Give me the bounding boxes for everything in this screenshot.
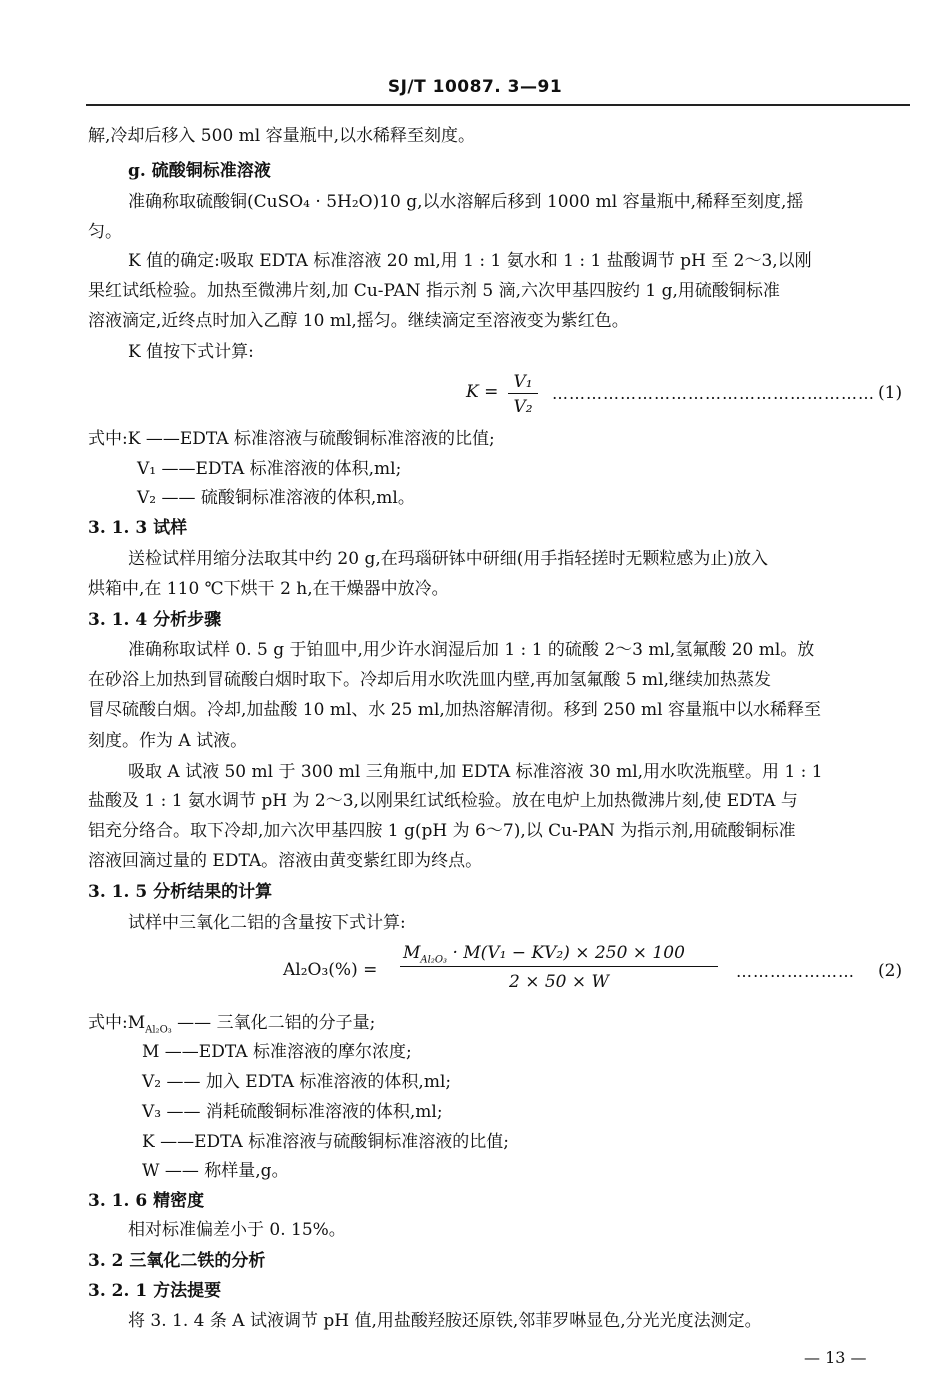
section-heading: 3. 1. 4 分析步骤 xyxy=(88,610,222,630)
text-line: 式中$:M_{Al_2O_3}$ —— 三氧化二铝的分子量; xyxy=(88,1013,376,1036)
text-line: 溶液滴定,近终点时加入乙醇 10 ml,摇匀。继续滴定至溶液变为紫红色。 xyxy=(88,311,629,331)
text-line: 解,冷却后移入 500 ml 容量瓶中,以水稀释至刻度。 xyxy=(88,126,476,146)
formula1-label: (1) xyxy=(878,383,903,403)
text-line: 铝充分络合。取下冷却,加六次甲基四胺 1 g(pH 为 6～7),以 Cu-PAN 为指示剂,用硫酸铜标准 xyxy=(88,821,796,841)
text-line: 试样中三氧化二铝的含量按下式计算: xyxy=(128,913,406,933)
text-line: 溶液回滴过量的 EDTA。溶液由黄变紫红即为终点。 xyxy=(88,851,483,871)
formula2-denominator: 2 × 50 × W xyxy=(508,972,610,992)
subsection-title: g. 硫酸铜标准溶液 xyxy=(128,161,271,181)
text-line: 式中:K ——EDTA 标准溶液与硫酸铜标准溶液的比值; xyxy=(88,429,495,449)
document-header: SJ/T 10087. 3—91 xyxy=(387,77,563,97)
section-heading: 3. 1. 6 精密度 xyxy=(88,1191,205,1211)
section-heading: 3. 2 三氧化二铁的分析 xyxy=(88,1251,266,1271)
text-line: 在砂浴上加热到冒硫酸白烟时取下。冷却后用水吹洗皿内壁,再加氢氟酸 5 ml,继续加热蒸发 xyxy=(88,670,771,690)
formula2-fraction-bar xyxy=(400,966,718,967)
text-line: 冒尽硫酸白烟。冷却,加盐酸 10 ml、水 25 ml,加热溶解清彻。移到 250 ml 容量瓶中以水稀释至 xyxy=(88,700,822,720)
text-line: K 值的确定:吸取 EDTA 标准溶液 20 ml,用 1 : 1 氨水和 1 : 1 盐酸调节 pH 至 2～3,以刚 xyxy=(128,251,812,271)
text-line: V₃ —— 消耗硫酸铜标准溶液的体积,ml; xyxy=(142,1102,443,1122)
text-line: 烘箱中,在 110 ℃下烘干 2 h,在干燥器中放冷。 xyxy=(88,579,449,599)
text-line: V₂ —— 硫酸铜标准溶液的体积,ml。 xyxy=(137,488,415,508)
formula1-fraction-bar xyxy=(508,393,538,394)
text-line: 准确称取试样 0. 5 g 于铂皿中,用少许水润湿后加 1 : 1 的硫酸 2～3 ml,氢氟酸 20 ml。放 xyxy=(128,640,815,660)
text-line: V₂ —— 加入 EDTA 标准溶液的体积,ml; xyxy=(142,1072,452,1092)
formula1-numerator: V₁ xyxy=(513,372,533,392)
text-line: 匀。 xyxy=(88,222,122,242)
header-rule xyxy=(86,104,910,106)
section-heading: 3. 2. 1 方法提要 xyxy=(88,1281,222,1301)
text-line: 吸取 A 试液 50 ml 于 300 ml 三角瓶中,加 EDTA 标准溶液 30 ml,用水吹洗瓶壁。用 1 : 1 xyxy=(128,762,823,782)
section-heading: 3. 1. 5 分析结果的计算 xyxy=(88,882,273,902)
text-line: W —— 称样量,g。 xyxy=(142,1161,289,1181)
text-line: K 值按下式计算: xyxy=(128,342,254,362)
text-line: K ——EDTA 标准溶液与硫酸铜标准溶液的比值; xyxy=(142,1132,509,1152)
text-line: 相对标准偏差小于 0. 15%。 xyxy=(128,1220,346,1240)
text-line: 准确称取硫酸铜(CuSO₄ · 5H₂O)10 g,以水溶解后移到 1000 ml 容量瓶中,稀释至刻度,摇 xyxy=(128,192,804,212)
formula2-label: (2) xyxy=(878,961,903,981)
formula2-numerator: $M_{Al_2O_3} \cdot M(V_1 - KV_2) \times 250 \times 100$ xyxy=(403,943,685,966)
text-line: 将 3. 1. 4 条 A 试液调节 pH 值,用盐酸羟胺还原铁,邻菲罗啉显色,分光光度法测定。 xyxy=(128,1311,762,1331)
text-line: 送检试样用缩分法取其中约 20 g,在玛瑙研钵中研细(用手指轻搓时无颗粒感为止)放入 xyxy=(128,549,768,569)
text-line: 刻度。作为 A 试液。 xyxy=(88,731,248,751)
formula1-leader-dots: ………………………………………………… xyxy=(552,384,875,403)
section-heading: 3. 1. 3 试样 xyxy=(88,518,188,538)
text-line: V₁ ——EDTA 标准溶液的体积,ml; xyxy=(137,459,402,479)
formula1-denominator: V₂ xyxy=(513,397,533,417)
text-line: M ——EDTA 标准溶液的摩尔浓度; xyxy=(142,1042,412,1062)
page-number: — 13 — xyxy=(804,1348,867,1367)
formula1-lhs: K = xyxy=(466,382,499,402)
formula2-leader-dots: ………………… xyxy=(736,962,855,981)
text-line: 果红试纸检验。加热至微沸片刻,加 Cu-PAN 指示剂 5 滴,六次甲基四胺约 1 g,用硫酸铜标准 xyxy=(88,281,780,301)
text-line: 盐酸及 1 : 1 氨水调节 pH 为 2～3,以刚果红试纸检验。放在电炉上加热微沸片刻,使 EDTA 与 xyxy=(88,791,798,811)
formula2-lhs: Al₂O₃(%) = xyxy=(283,960,378,980)
